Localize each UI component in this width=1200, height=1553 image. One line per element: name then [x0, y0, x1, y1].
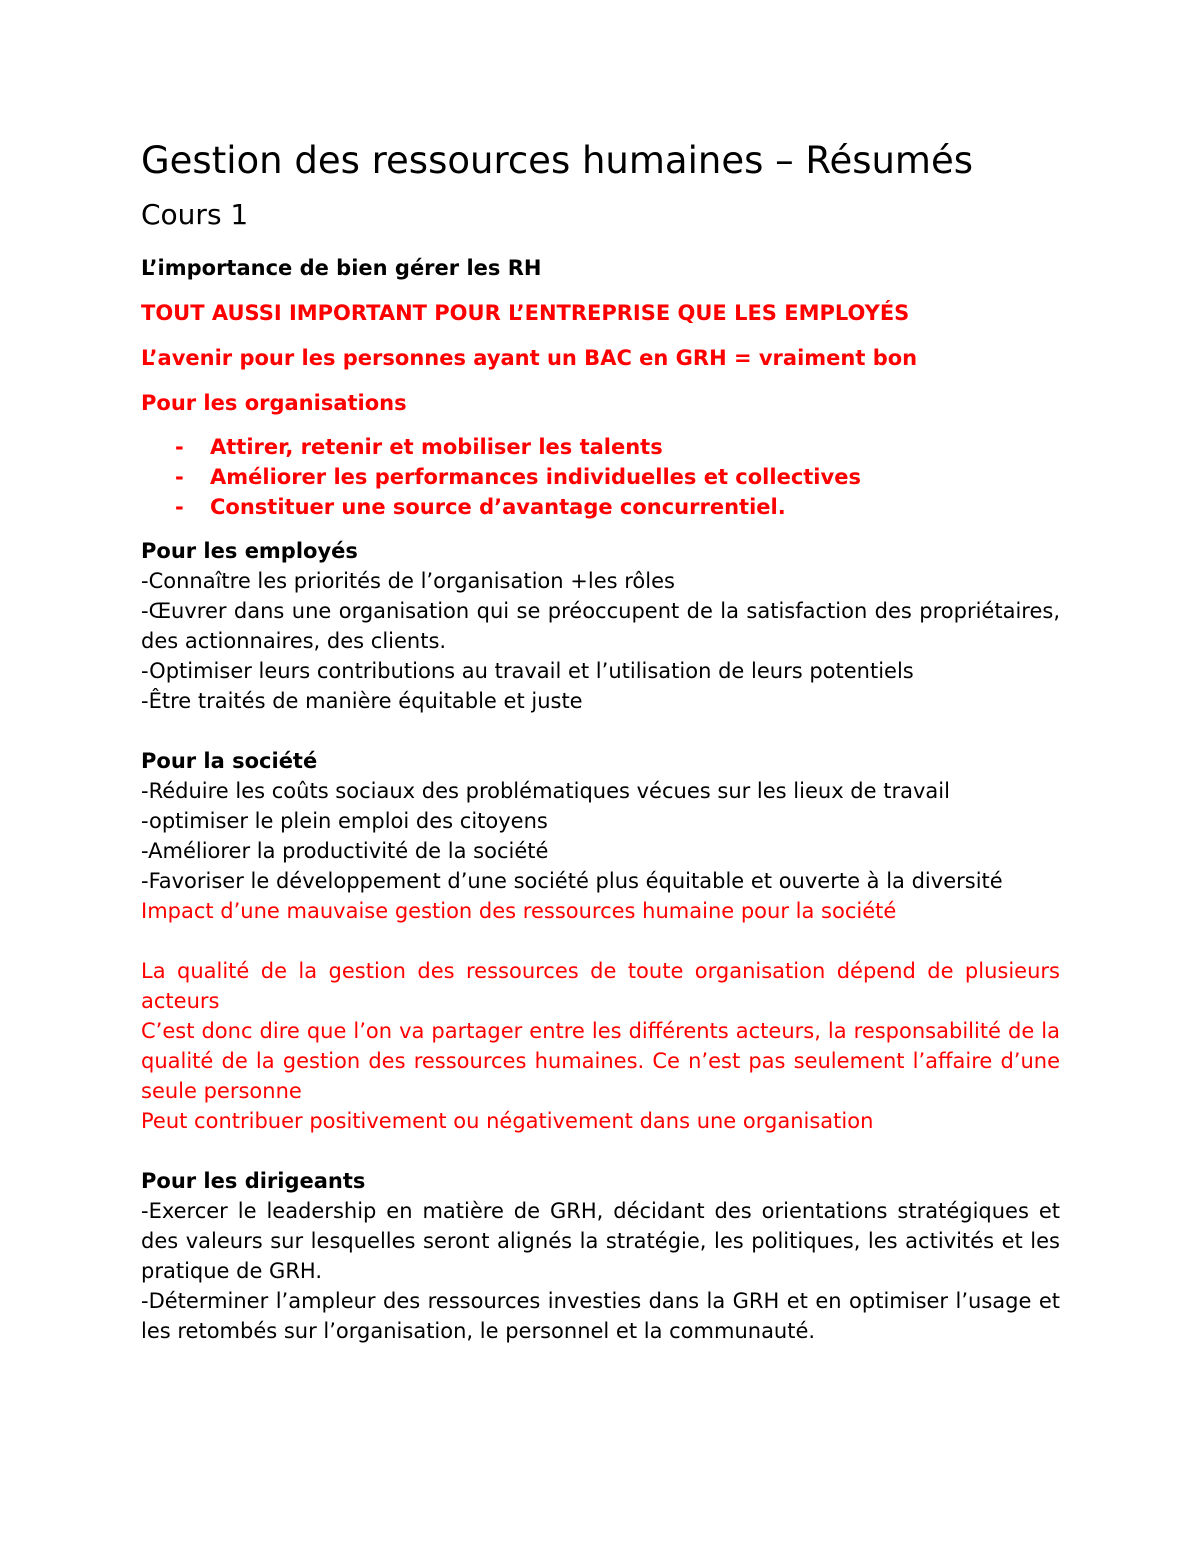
dirigeants-heading: Pour les dirigeants — [141, 1169, 366, 1193]
list-item-text: Améliorer les performances individuelles et collectives — [210, 465, 861, 489]
list-item — [141, 462, 1060, 492]
document-title: Gestion des ressources humaines – Résumés — [141, 139, 974, 182]
course-subtitle: Cours 1 — [141, 198, 249, 231]
list-item-text: Attirer, retenir et mobiliser les talents — [210, 435, 663, 459]
societe-impact: Impact d’une mauvaise gestion des ressources humaine pour la société — [141, 899, 897, 923]
societe-item: -Réduire les coûts sociaux des problématiques vécues sur les lieux de travail — [141, 779, 950, 803]
dirigeants-item: -Déterminer l’ampleur des ressources investies dans la GRH et en optimiser l’usage et les retombés sur l’organisation, le personnel et la communauté. — [141, 1289, 1060, 1343]
employes-item: -Être traités de manière équitable et juste — [141, 689, 583, 713]
societe-heading: Pour la société — [141, 749, 318, 773]
employes-item: -Optimiser leurs contributions au travail et l’utilisation de leurs potentiels — [141, 659, 914, 683]
dash-bullet: - — [175, 495, 184, 519]
employes-item: -Connaître les priorités de l’organisation +les rôles — [141, 569, 675, 593]
list-item — [141, 432, 1060, 462]
societe-item: -Favoriser le développement d’une société plus équitable et ouverte à la diversité — [141, 869, 1003, 893]
employes-heading: Pour les employés — [141, 539, 358, 563]
societe-item: -Améliorer la productivité de la société — [141, 839, 549, 863]
employes-item: -Œuvrer dans une organisation qui se préoccupent de la satisfaction des propriétaires, des actionnaires, des clients. — [141, 599, 1060, 653]
dash-bullet: - — [175, 435, 184, 459]
dirigeants-item: -Exercer le leadership en matière de GRH, décidant des orientations stratégiques et des valeurs sur lesquelles seront alignés la stratégie, les politiques, les activités et les pratique de GRH. — [141, 1199, 1060, 1283]
list-item — [141, 492, 1060, 522]
list-item-text: Constituer une source d’avantage concurrentiel. — [210, 495, 786, 519]
organisations-list — [141, 432, 1060, 522]
document-page — [141, 137, 1060, 1346]
importance-line-1: TOUT AUSSI IMPORTANT POUR L’ENTREPRISE QUE LES EMPLOYÉS — [141, 301, 910, 325]
dash-bullet: - — [175, 465, 184, 489]
importance-line-2: L’avenir pour les personnes ayant un BAC en GRH = vraiment bon — [141, 346, 918, 370]
qualite-paragraph-3: Peut contribuer positivement ou négativement dans une organisation — [141, 1109, 874, 1133]
importance-heading: L’importance de bien gérer les RH — [141, 256, 542, 280]
qualite-paragraph-1: La qualité de la gestion des ressources de toute organisation dépend de plusieurs acteurs — [141, 959, 1060, 1013]
societe-item: -optimiser le plein emploi des citoyens — [141, 809, 548, 833]
qualite-paragraph-2: C’est donc dire que l’on va partager entre les différents acteurs, la responsabilité de la qualité de la gestion des ressources humaines. Ce n’est pas seulement l’affaire d’une seule personne — [141, 1019, 1060, 1103]
organisations-heading: Pour les organisations — [141, 391, 407, 415]
